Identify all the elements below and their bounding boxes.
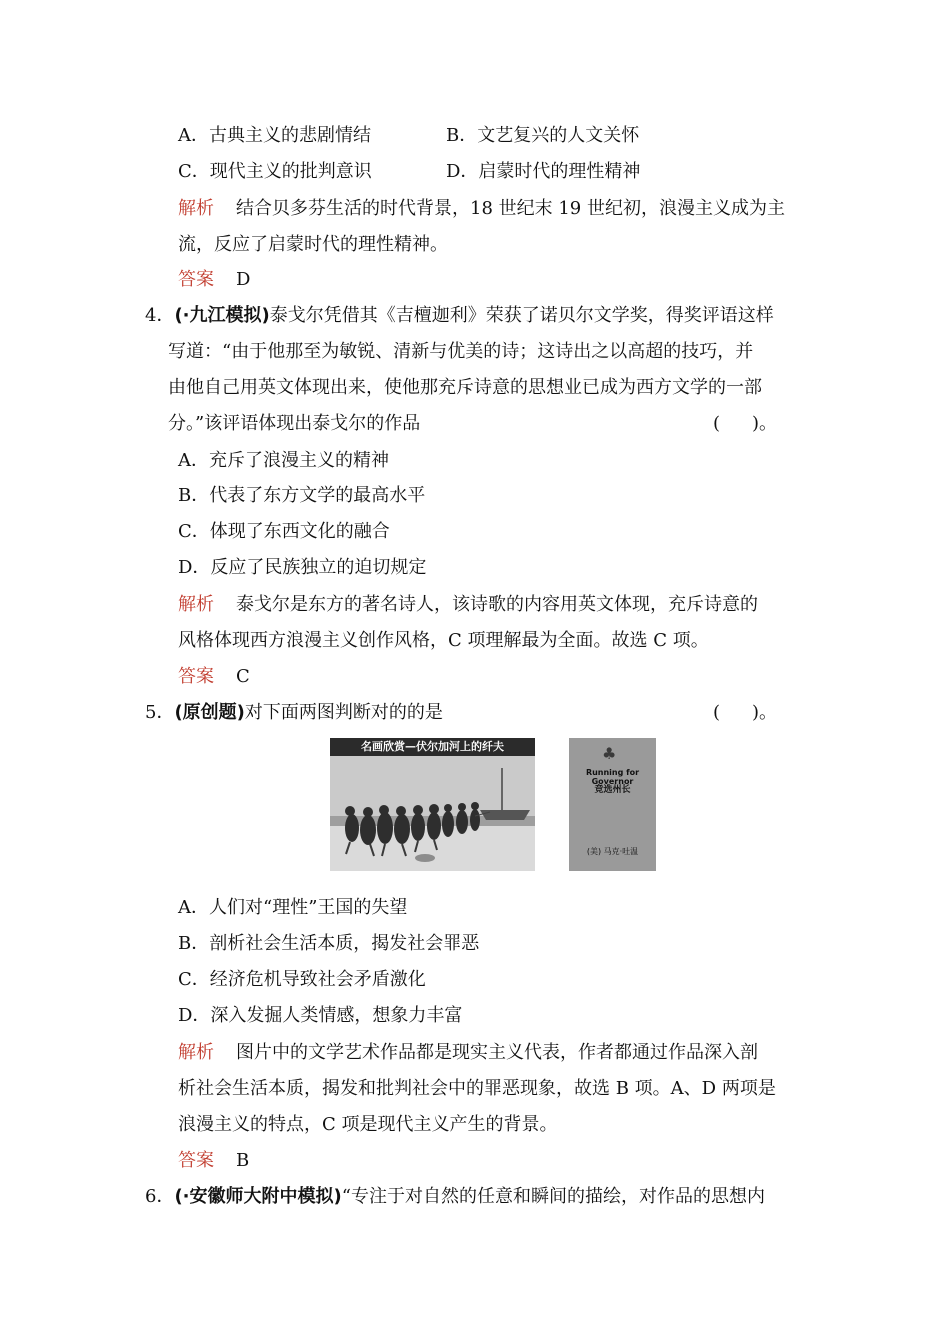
question-text: 泰戈尔凭借其《吉檀迦利》荣获了诺贝尔文学奖，得奖评语这样 [269,305,774,326]
question-text: “专注于对自然的任意和瞬间的描绘，对作品的思想内 [341,1186,765,1207]
analysis-line [178,197,785,221]
answer-line [178,1149,249,1173]
question-text: 写道：“由于他那至为敏锐、清新与优美的诗；这诗出之以高超的技巧，并 [168,341,754,362]
option-a: A．充斥了浪漫主义的精神 [178,450,389,471]
painting-title: 名画欣赏—伏尔加河上的纤夫 [330,738,535,756]
question-text: 对下面两图判断对的的是 [244,702,443,723]
answer-line [178,665,250,689]
analysis-label: 解析 [178,1042,214,1063]
question-6-line [145,1185,765,1209]
book-author: (美) 马克·吐温 [586,847,639,856]
question-source: (·九江模拟) [174,305,270,326]
analysis-line [178,593,758,617]
option-c: C．经济危机导致社会矛盾激化 [178,969,426,990]
option-b: B．文艺复兴的人文关怀 [446,125,640,146]
analysis-text: 结合贝多芬生活的时代背景，18 世纪末 19 世纪初，浪漫主义成为主 [236,198,785,219]
question-source: (原创题) [174,702,245,723]
question-number: 6． [145,1186,175,1207]
question-5-line [145,701,443,725]
answer-value: D [236,269,251,290]
answer-label: 答案 [178,1150,214,1171]
analysis-label: 解析 [178,198,214,219]
question-number: 4． [145,305,175,326]
book-cover-image [569,738,656,871]
question-text: 由他自己用英文体现出来，使他那充斥诗意的思想业已成为西方文学的一部 [168,377,762,398]
answer-blank: ( )。 [713,413,778,434]
barge-haulers-illustration [330,738,535,871]
answer-value: C [236,666,250,687]
analysis-line [178,1041,758,1065]
analysis-line: 风格体现西方浪漫主义创作风格，C 项理解最为全面。故选 C 项。 [178,630,709,651]
answer-line [178,268,250,292]
analysis-label: 解析 [178,594,214,615]
option-d: D．深入发掘人类情感，想象力丰富 [178,1005,463,1026]
question-text: 分。”该评语体现出泰戈尔的作品 [168,413,421,434]
option-c: C．体现了东西文化的融合 [178,521,390,542]
analysis-line: 析社会生活本质，揭发和批判社会中的罪恶现象，故选 B 项。A、D 两项是 [178,1078,776,1099]
option-b: B．代表了东方文学的最高水平 [178,485,426,506]
answer-value: B [236,1150,250,1171]
answer-label: 答案 [178,269,214,290]
option-a: A．古典主义的悲剧情结 [178,125,371,146]
analysis-line: 流，反应了启蒙时代的理性精神。 [178,234,448,255]
answer-blank: ( )。 [713,702,778,723]
question-source: (·安徽师大附中模拟) [174,1186,342,1207]
analysis-line: 浪漫主义的特点，C 项是现代主义产生的背景。 [178,1114,558,1135]
analysis-text: 泰戈尔是东方的著名诗人，该诗歌的内容用英文体现，充斥诗意的 [236,594,758,615]
option-a: A．人们对“理性”王国的失望 [178,897,408,918]
book-chinese-title: 竞选州长 [594,785,631,795]
question-number: 5． [145,702,175,723]
analysis-text: 图片中的文学艺术作品都是现实主义代表，作者都通过作品深入剖 [236,1042,758,1063]
option-d: D．启蒙时代的理性精神 [446,161,641,182]
painting-image [330,738,535,871]
book-english-title: Running for Governor [585,768,640,786]
answer-label: 答案 [178,666,214,687]
option-b: B．剖析社会生活本质，揭发社会罪恶 [178,933,480,954]
question-4-line [145,304,774,328]
book-logo-icon: ♣ [602,744,617,763]
option-c: C．现代主义的批判意识 [178,161,372,182]
option-d: D．反应了民族独立的迫切规定 [178,557,427,578]
